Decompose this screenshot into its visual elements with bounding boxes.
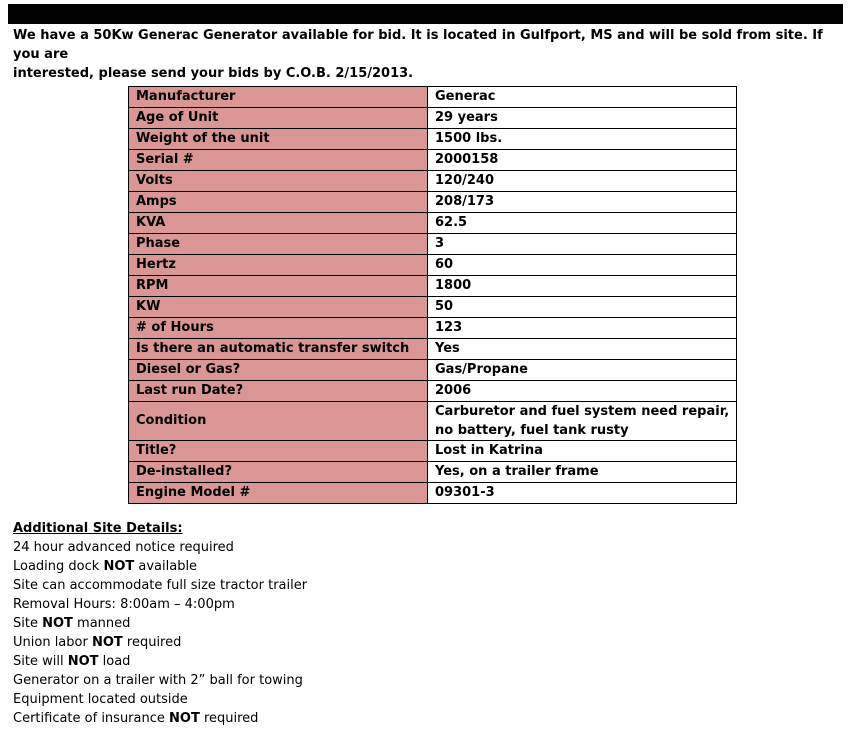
item-text: Generator on a trailer with 2” ball for towing bbox=[13, 673, 303, 688]
spec-value: 123 bbox=[428, 318, 737, 339]
spec-value: 2000158 bbox=[428, 150, 737, 171]
table-row bbox=[129, 339, 737, 360]
spec-label: Condition bbox=[129, 402, 428, 441]
table-row bbox=[129, 255, 737, 276]
spec-value: 208/173 bbox=[428, 192, 737, 213]
spec-label: KVA bbox=[129, 213, 428, 234]
spec-label: Weight of the unit bbox=[129, 129, 428, 150]
header-bar bbox=[8, 4, 843, 24]
spec-label: KW bbox=[129, 297, 428, 318]
spec-value: 29 years bbox=[428, 108, 737, 129]
condition-line: no battery, fuel tank rusty bbox=[435, 423, 629, 438]
list-item bbox=[13, 595, 307, 614]
spec-value: 120/240 bbox=[428, 171, 737, 192]
spec-label: RPM bbox=[129, 276, 428, 297]
spec-label: Amps bbox=[129, 192, 428, 213]
item-text: Site can accommodate full size tractor trailer bbox=[13, 578, 308, 593]
table-row bbox=[129, 129, 737, 150]
spec-label: Title? bbox=[129, 441, 428, 462]
list-item bbox=[13, 690, 307, 709]
spec-label: # of Hours bbox=[129, 318, 428, 339]
item-text: 24 hour advanced notice required bbox=[13, 540, 234, 555]
table-row bbox=[129, 402, 737, 441]
list-item bbox=[13, 671, 307, 690]
table-row bbox=[129, 381, 737, 402]
condition-line: Carburetor and fuel system need repair, bbox=[435, 404, 730, 419]
intro-line: interested, please send your bids by C.O.B. 2/15/2013. bbox=[13, 66, 414, 81]
list-item bbox=[13, 652, 307, 671]
spec-label: Phase bbox=[129, 234, 428, 255]
list-item bbox=[13, 576, 307, 595]
table-row bbox=[129, 276, 737, 297]
table-row bbox=[129, 213, 737, 234]
list-item bbox=[13, 709, 307, 728]
intro-line: We have a 50Kw Generac Generator available for bid. It is located in Gulfport, MS and will be sold from site. If you are bbox=[13, 28, 823, 62]
spec-value: 50 bbox=[428, 297, 737, 318]
item-text: available bbox=[134, 559, 198, 574]
item-emphasis: NOT bbox=[169, 711, 200, 726]
table-row bbox=[129, 462, 737, 483]
list-item bbox=[13, 633, 307, 652]
item-text: load bbox=[98, 654, 131, 669]
item-text: Certificate of insurance bbox=[13, 711, 170, 726]
intro-paragraph bbox=[13, 26, 843, 83]
table-row bbox=[129, 171, 737, 192]
table-row bbox=[129, 234, 737, 255]
list-item bbox=[13, 538, 307, 557]
spec-label: De-installed? bbox=[129, 462, 428, 483]
list-item bbox=[13, 557, 307, 576]
item-text: Equipment located outside bbox=[13, 692, 188, 707]
site-details-heading: Additional Site Details: bbox=[13, 521, 183, 536]
spec-value: 1800 bbox=[428, 276, 737, 297]
table-row bbox=[129, 297, 737, 318]
spec-label: Volts bbox=[129, 171, 428, 192]
list-item bbox=[13, 614, 307, 633]
spec-label: Diesel or Gas? bbox=[129, 360, 428, 381]
table-row bbox=[129, 318, 737, 339]
item-text: Site bbox=[13, 616, 43, 631]
table-row bbox=[129, 192, 737, 213]
item-text: Site will bbox=[13, 654, 68, 669]
spec-value bbox=[428, 402, 737, 441]
spec-value: 3 bbox=[428, 234, 737, 255]
table-row bbox=[129, 360, 737, 381]
spec-value: Lost in Katrina bbox=[428, 441, 737, 462]
site-details bbox=[13, 519, 307, 728]
spec-value: 1500 lbs. bbox=[428, 129, 737, 150]
item-text: Removal Hours: 8:00am – 4:00pm bbox=[13, 597, 235, 612]
spec-label: Serial # bbox=[129, 150, 428, 171]
spec-value: 2006 bbox=[428, 381, 737, 402]
table-row bbox=[129, 150, 737, 171]
table-row bbox=[129, 87, 737, 108]
spec-label: Age of Unit bbox=[129, 108, 428, 129]
item-emphasis: NOT bbox=[42, 616, 73, 631]
item-emphasis: NOT bbox=[91, 635, 123, 650]
spec-value: Yes bbox=[428, 339, 737, 360]
spec-value: 09301-3 bbox=[428, 483, 737, 504]
spec-value: 62.5 bbox=[428, 213, 737, 234]
item-text: required bbox=[122, 635, 182, 650]
table-row bbox=[129, 483, 737, 504]
spec-label: Hertz bbox=[129, 255, 428, 276]
spec-value: Generac bbox=[428, 87, 737, 108]
spec-value: Gas/Propane bbox=[428, 360, 737, 381]
spec-label: Last run Date? bbox=[129, 381, 428, 402]
table-row bbox=[129, 441, 737, 462]
table-row bbox=[129, 108, 737, 129]
spec-label: Is there an automatic transfer switch bbox=[129, 339, 428, 360]
generator-specs-table bbox=[128, 86, 737, 504]
spec-label: Engine Model # bbox=[129, 483, 428, 504]
spec-value: Yes, on a trailer frame bbox=[428, 462, 737, 483]
item-text: Union labor bbox=[13, 635, 92, 650]
item-text: required bbox=[199, 711, 259, 726]
item-text: Loading dock bbox=[13, 559, 104, 574]
item-emphasis: NOT bbox=[103, 559, 135, 574]
spec-label: Manufacturer bbox=[129, 87, 428, 108]
item-text: manned bbox=[72, 616, 131, 631]
spec-value: 60 bbox=[428, 255, 737, 276]
item-emphasis: NOT bbox=[67, 654, 99, 669]
